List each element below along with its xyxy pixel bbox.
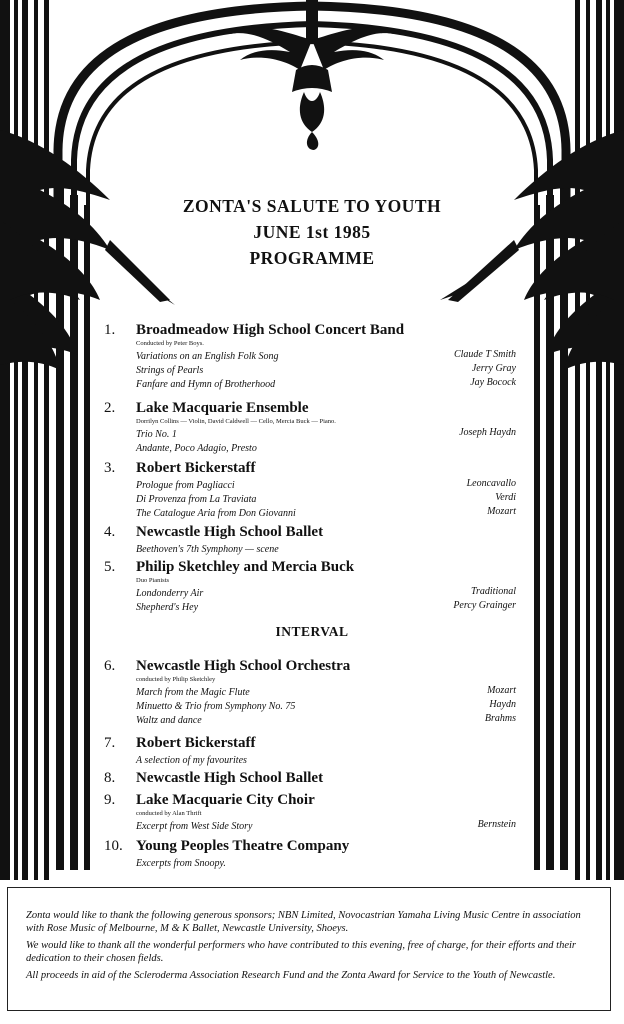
sponsors-box	[7, 887, 611, 1011]
performer-name: Robert Bickerstaff	[136, 735, 256, 751]
piece-title: Di Provenza from La Traviata	[136, 494, 257, 505]
composer: Percy Grainger	[453, 600, 516, 611]
piece-title: Trio No. 1	[136, 429, 177, 440]
item-number: 5.	[104, 559, 116, 575]
programme-date: JUNE 1st 1985	[253, 222, 371, 242]
programme-title: ZONTA'S SALUTE TO YOUTH	[182, 196, 442, 216]
piece-title: Beethoven's 7th Symphony — scene	[136, 544, 279, 555]
performer-name: Young Peoples Theatre Company	[136, 838, 350, 854]
performer-credit: Dorrilyn Collins — Violin, David Caldwell — Cello, Mercia Buck — Piano.	[136, 418, 336, 425]
performer-name: Broadmeadow High School Concert Band	[136, 322, 405, 338]
item-number: 4.	[104, 524, 116, 540]
composer: Brahms	[484, 713, 516, 724]
item-number: 6.	[104, 658, 116, 674]
piece-title: Londonderry Air	[136, 588, 204, 599]
piece-title: Shepherd's Hey	[136, 602, 199, 613]
programme-heading: PROGRAMME	[249, 248, 375, 268]
interval-heading: INTERVAL	[275, 624, 349, 639]
composer: Leoncavallo	[466, 478, 516, 489]
performer-name: Philip Sketchley and Mercia Buck	[136, 559, 355, 575]
performer-name: Newcastle High School Orchestra	[136, 658, 351, 674]
composer: Jerry Gray	[471, 363, 516, 374]
piece-title: A selection of my favourites	[136, 755, 247, 766]
proceeds-text: All proceeds in aid of the Scleroderma Association Research Fund and the Zonta Award for Service to the Youth of Newcastle.	[26, 970, 556, 981]
performers-thanks-text: We would like to thank all the wonderful performers who have contributed to this evening, free of charge, for their efforts and their dedication to their chosen fields.	[26, 940, 577, 964]
composer: Mozart	[487, 685, 516, 696]
piece-title: Minuetto & Trio from Symphony No. 75	[136, 701, 296, 712]
item-number: 2.	[104, 400, 116, 416]
piece-title: March from the Magic Flute	[136, 687, 250, 698]
performer-name: Lake Macquarie Ensemble	[136, 400, 309, 416]
composer: Verdi	[495, 492, 516, 503]
performer-credit: conducted by Alan Thrift	[136, 810, 202, 817]
item-number: 7.	[104, 735, 116, 751]
composer: Jay Bocock	[470, 377, 516, 388]
composer: Joseph Haydn	[459, 427, 516, 438]
composer: Mozart	[487, 506, 516, 517]
piece-title: Waltz and dance	[136, 715, 202, 726]
item-number: 8.	[104, 770, 116, 786]
performer-name: Robert Bickerstaff	[136, 460, 256, 476]
composer: Bernstein	[477, 819, 516, 830]
composer: Haydn	[489, 699, 516, 710]
piece-title: Strings of Pearls	[136, 365, 204, 376]
performer-name: Lake Macquarie City Choir	[136, 792, 315, 808]
piece-title: Excerpts from Snoopy.	[136, 858, 226, 869]
item-number: 9.	[104, 792, 116, 808]
piece-title: Excerpt from West Side Story	[136, 821, 253, 832]
piece-title: The Catalogue Aria from Don Giovanni	[136, 508, 296, 519]
sponsors-text: Zonta would like to thank the following generous sponsors; NBN Limited, Novocastrian Yamaha Living Music Centre in association with Rose Music of Melbourne, M & K Ballet, Newcastle University, Shoeys.	[26, 910, 581, 934]
performer-credit: Conducted by Peter Boys.	[136, 340, 204, 347]
composer: Traditional	[470, 586, 516, 597]
item-number: 1.	[104, 322, 116, 338]
composer: Claude T Smith	[453, 349, 516, 360]
piece-title: Variations on an English Folk Song	[136, 351, 279, 362]
piece-title: Andante, Poco Adagio, Presto	[136, 443, 257, 454]
performer-credit: conducted by Philip Sketchley	[136, 676, 216, 683]
performer-name: Newcastle High School Ballet	[136, 770, 324, 786]
performer-credit: Duo Pianists	[136, 577, 170, 584]
piece-title: Prologue from Pagliacci	[136, 480, 235, 491]
item-number: 3.	[104, 460, 116, 476]
performer-name: Newcastle High School Ballet	[136, 524, 324, 540]
piece-title: Fanfare and Hymn of Brotherhood	[136, 379, 276, 390]
item-number: 10.	[104, 838, 123, 854]
